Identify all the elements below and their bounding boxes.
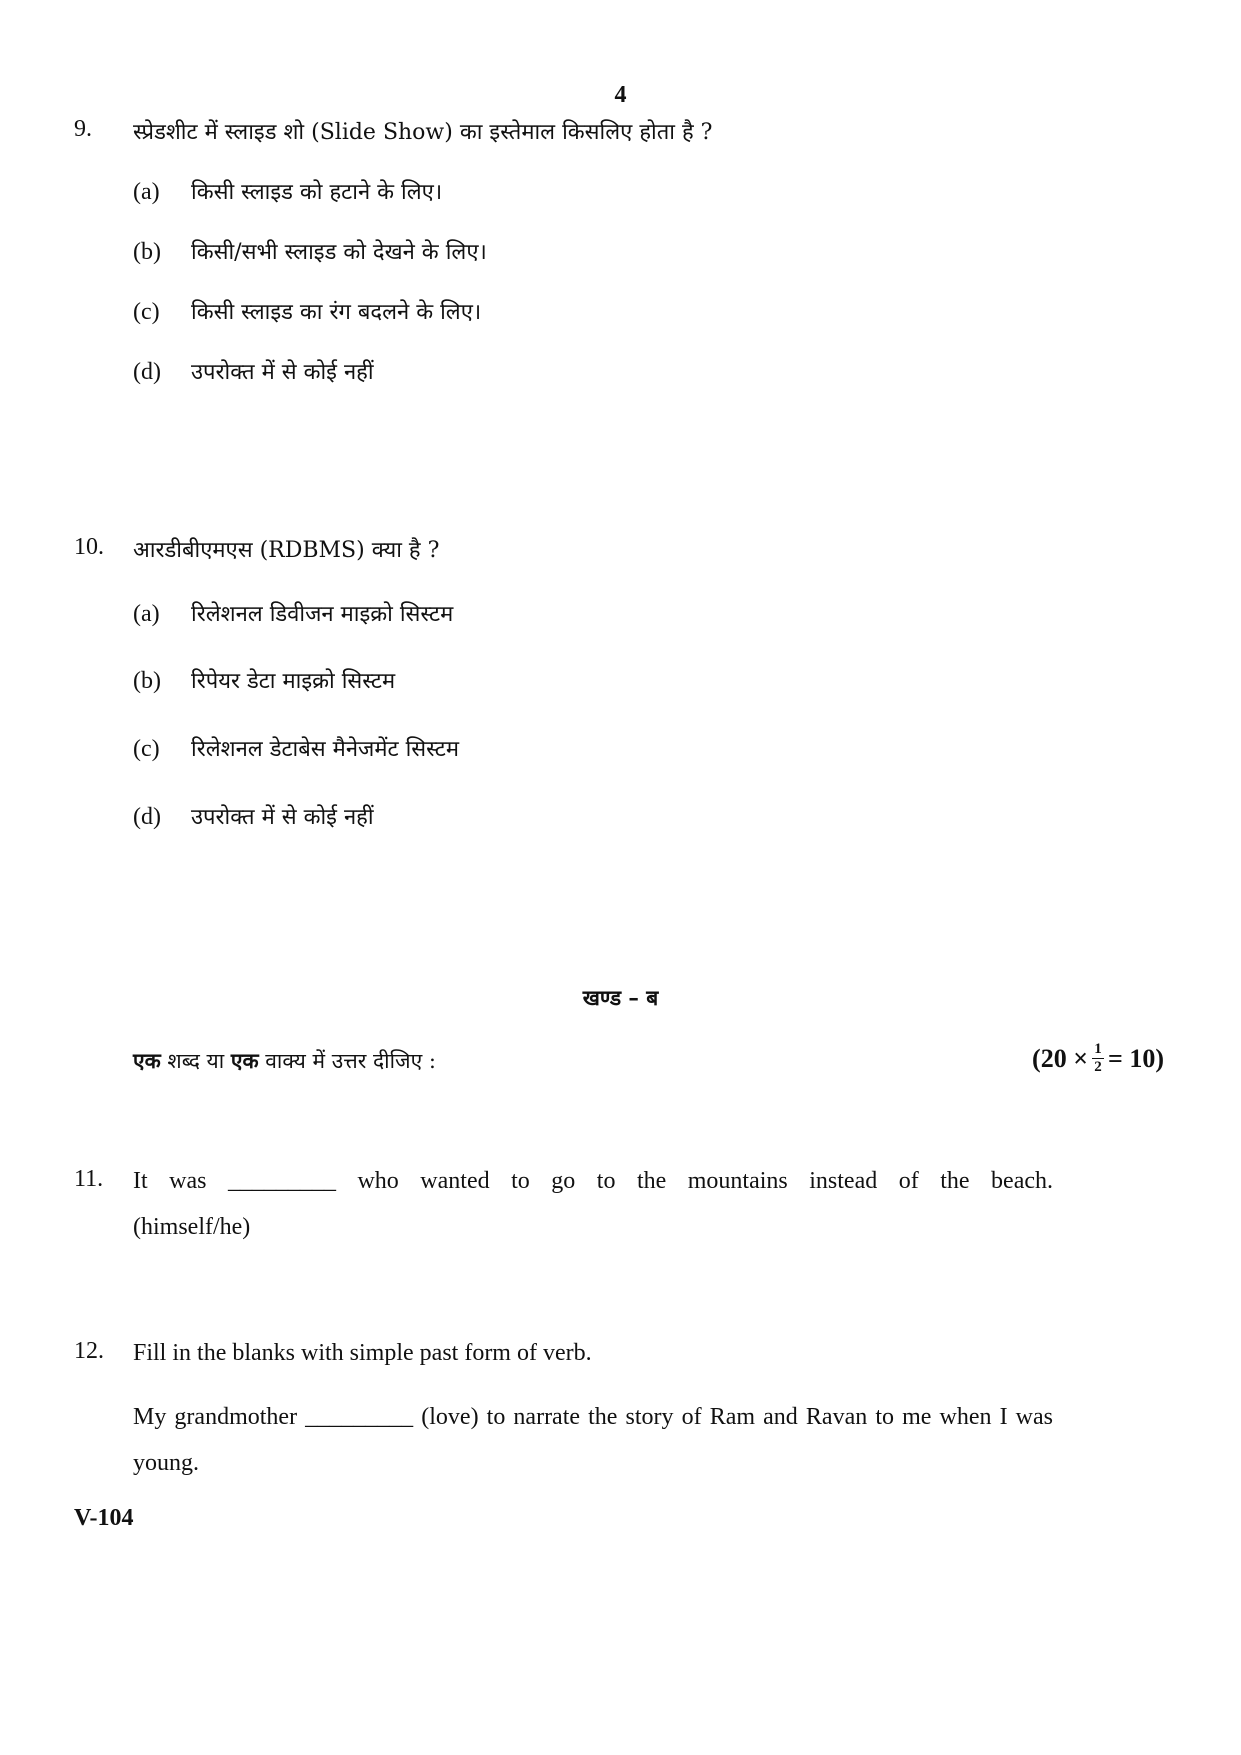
q9-option-a: [133, 176, 442, 206]
q10-option-d: [133, 801, 374, 831]
q12-sentence: My grandmother _________ (love) to narrate the story of Ram and Ravan to me when I was young.: [133, 1404, 1053, 1476]
option-label: (a): [133, 601, 160, 627]
question-number: 11.: [74, 1166, 104, 1192]
option-text: उपरोक्त में से कोई नहीं: [191, 360, 374, 385]
option-label: (c): [133, 736, 160, 762]
q11-line-2: (himself/he): [133, 1214, 251, 1240]
fraction-denominator: 2: [1094, 1059, 1102, 1075]
section-marks: [1032, 1042, 1164, 1075]
option-label: (b): [133, 239, 161, 265]
option-text: उपरोक्त में से कोई नहीं: [191, 805, 374, 830]
q10-option-b: [133, 665, 395, 695]
section-instructions: [133, 1047, 436, 1075]
option-label: (d): [133, 359, 161, 385]
marks-left: (20 ×: [1032, 1043, 1089, 1073]
fraction-numerator: 1: [1094, 1041, 1102, 1057]
page-number: 4: [614, 82, 627, 108]
option-text: रिलेशनल डेटाबेस मैनेजमेंट सिस्टम: [191, 737, 459, 762]
instr-bold: एक: [133, 1048, 161, 1073]
question-number: 9.: [74, 116, 92, 142]
section-title: खण्ड – ब: [582, 985, 659, 1010]
option-text: किसी/सभी स्लाइड को देखने के लिए।: [191, 240, 487, 265]
half-fraction: [1092, 1042, 1104, 1075]
instr-bold: एक: [230, 1048, 259, 1073]
q9-option-d: [133, 356, 374, 386]
q10-option-c: [133, 733, 459, 763]
option-label: (d): [133, 804, 161, 830]
q12-instruction: Fill in the blanks with simple past form of verb.: [133, 1340, 592, 1366]
q9-option-c: [133, 296, 481, 326]
q9-option-b: [133, 236, 487, 266]
q11-line-1: It was _________ who wanted to go to the mountains instead of the beach.: [133, 1168, 1053, 1194]
q10-option-a: [133, 598, 453, 628]
paper-code: V-104: [74, 1505, 134, 1531]
question-text: आरडीबीएमएस (RDBMS) क्या है ?: [133, 538, 440, 563]
option-text: रिलेशनल डिवीजन माइक्रो सिस्टम: [191, 602, 454, 627]
option-label: (c): [133, 299, 160, 325]
option-label: (a): [133, 179, 160, 205]
option-text: रिपेयर डेटा माइक्रो सिस्टम: [191, 669, 396, 694]
marks-right: = 10): [1108, 1043, 1164, 1073]
instr-text: शब्द या: [160, 1049, 231, 1073]
question-text: स्प्रेडशीट में स्लाइड शो (Slide Show) का इस्तेमाल किसलिए होता है ?: [133, 120, 713, 145]
option-text: किसी स्लाइड को हटाने के लिए।: [191, 180, 443, 205]
option-label: (b): [133, 668, 161, 694]
question-number: 12.: [74, 1338, 104, 1364]
instr-text: वाक्य में उत्तर दीजिए :: [258, 1049, 436, 1073]
question-number: 10.: [74, 534, 104, 560]
option-text: किसी स्लाइड का रंग बदलने के लिए।: [191, 300, 482, 325]
